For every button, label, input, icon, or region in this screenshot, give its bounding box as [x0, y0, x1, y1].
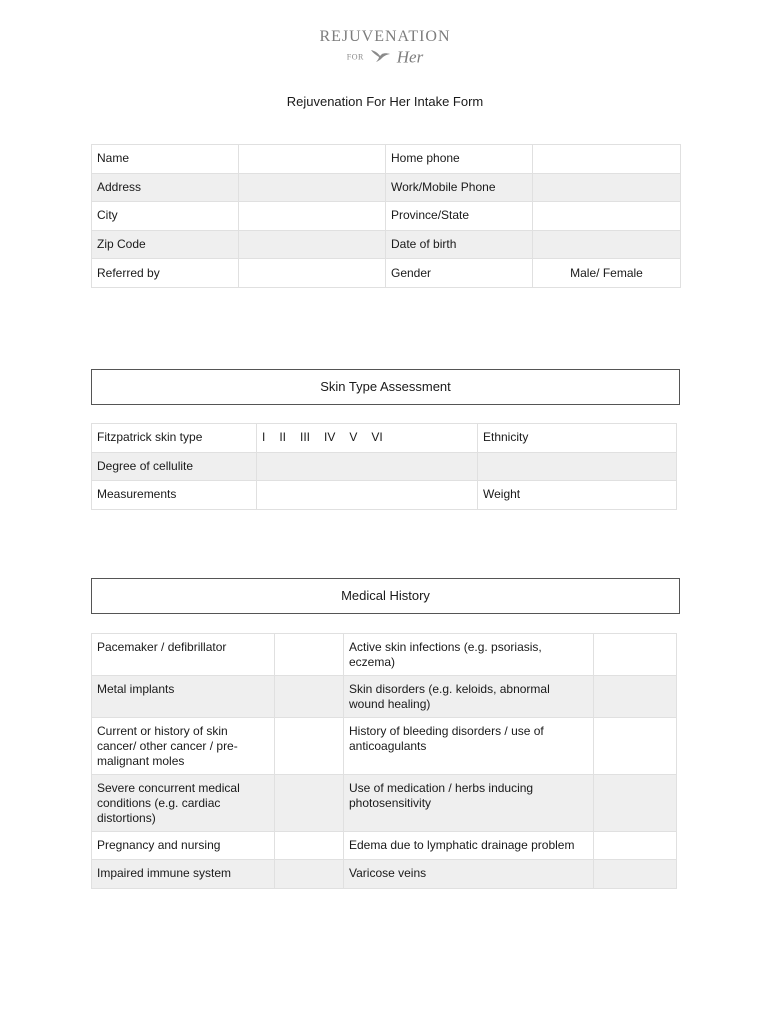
- condition-label: Impaired immune system: [92, 860, 275, 889]
- measurements-label: Measurements: [92, 481, 257, 510]
- table-row: [92, 775, 677, 832]
- city-label: City: [92, 202, 239, 231]
- name-field[interactable]: [239, 145, 386, 174]
- weight-label: Weight: [478, 481, 677, 510]
- work-phone-label: Work/Mobile Phone: [386, 173, 533, 202]
- fitzpatrick-option-6[interactable]: VI: [371, 430, 383, 445]
- condition-answer-field[interactable]: [275, 634, 344, 676]
- condition-answer-field[interactable]: [594, 676, 677, 718]
- logo-wordmark: REJUVENATION: [319, 28, 451, 45]
- condition-answer-field[interactable]: [594, 718, 677, 775]
- condition-answer-field[interactable]: [594, 832, 677, 860]
- logo-her-text: Her: [396, 47, 424, 67]
- condition-label: Active skin infections (e.g. psoriasis, eczema): [344, 634, 594, 676]
- condition-label: Pacemaker / defibrillator: [92, 634, 275, 676]
- gender-field[interactable]: Male/ Female: [533, 259, 681, 288]
- city-field[interactable]: [239, 202, 386, 231]
- fitzpatrick-option-2[interactable]: II: [279, 430, 287, 445]
- condition-label: Metal implants: [92, 676, 275, 718]
- referred-by-field[interactable]: [239, 259, 386, 288]
- condition-label: Edema due to lymphatic drainage problem: [344, 832, 594, 860]
- name-label: Name: [92, 145, 239, 174]
- condition-answer-field[interactable]: [594, 634, 677, 676]
- province-label: Province/State: [386, 202, 533, 231]
- gender-label: Gender: [386, 259, 533, 288]
- medical-history-table: [91, 633, 677, 889]
- province-field[interactable]: [533, 202, 681, 231]
- condition-answer-field[interactable]: [275, 860, 344, 889]
- table-row: [92, 634, 677, 676]
- home-phone-label: Home phone: [386, 145, 533, 174]
- home-phone-field[interactable]: [533, 145, 681, 174]
- cellulite-field[interactable]: [257, 452, 478, 481]
- condition-answer-field[interactable]: [275, 718, 344, 775]
- table-row: [92, 259, 681, 288]
- fitzpatrick-option-3[interactable]: III: [300, 430, 311, 445]
- fitzpatrick-option-4[interactable]: IV: [324, 430, 336, 445]
- condition-label: Skin disorders (e.g. keloids, abnormal wound healing): [344, 676, 594, 718]
- measurements-field[interactable]: [257, 481, 478, 510]
- fitzpatrick-option-5[interactable]: V: [349, 430, 358, 445]
- condition-label: Use of medication / herbs inducing photosensitivity: [344, 775, 594, 832]
- table-row: [92, 676, 677, 718]
- fitzpatrick-option-1[interactable]: I: [262, 430, 266, 445]
- form-title: Rejuvenation For Her Intake Form: [286, 94, 484, 109]
- condition-label: Varicose veins: [344, 860, 594, 889]
- fitzpatrick-label: Fitzpatrick skin type: [92, 424, 257, 453]
- condition-answer-field[interactable]: [275, 832, 344, 860]
- condition-label: Pregnancy and nursing: [92, 832, 275, 860]
- ethnicity-label: Ethnicity: [478, 424, 677, 453]
- table-row: [92, 452, 677, 481]
- table-row: [92, 230, 681, 259]
- address-label: Address: [92, 173, 239, 202]
- logo-subline: [0, 47, 770, 68]
- cellulite-label: Degree of cellulite: [92, 452, 257, 481]
- table-row: [92, 860, 677, 889]
- table-row: [92, 202, 681, 231]
- brand-logo: [0, 28, 770, 68]
- cellulite-extra-field[interactable]: [478, 452, 677, 481]
- hummingbird-icon: [369, 47, 391, 68]
- medical-history-heading: Medical History: [91, 578, 680, 614]
- skin-assessment-heading: Skin Type Assessment: [91, 369, 680, 405]
- dob-label: Date of birth: [386, 230, 533, 259]
- table-row: [92, 424, 677, 453]
- condition-answer-field[interactable]: [594, 775, 677, 832]
- logo-for-text: FOR: [346, 52, 364, 62]
- skin-assessment-table: [91, 423, 677, 510]
- dob-field[interactable]: [533, 230, 681, 259]
- contact-info-table: [91, 144, 681, 288]
- condition-answer-field[interactable]: [275, 775, 344, 832]
- address-field[interactable]: [239, 173, 386, 202]
- condition-label: Severe concurrent medical conditions (e.g. cardiac distortions): [92, 775, 275, 832]
- zip-code-field[interactable]: [239, 230, 386, 259]
- condition-label: History of bleeding disorders / use of anticoagulants: [344, 718, 594, 775]
- work-phone-field[interactable]: [533, 173, 681, 202]
- table-row: [92, 145, 681, 174]
- table-row: [92, 173, 681, 202]
- fitzpatrick-options: [257, 424, 478, 453]
- referred-by-label: Referred by: [92, 259, 239, 288]
- table-row: [92, 481, 677, 510]
- table-row: [92, 832, 677, 860]
- zip-code-label: Zip Code: [92, 230, 239, 259]
- table-row: [92, 718, 677, 775]
- condition-answer-field[interactable]: [594, 860, 677, 889]
- condition-answer-field[interactable]: [275, 676, 344, 718]
- condition-label: Current or history of skin cancer/ other cancer / pre-malignant moles: [92, 718, 275, 775]
